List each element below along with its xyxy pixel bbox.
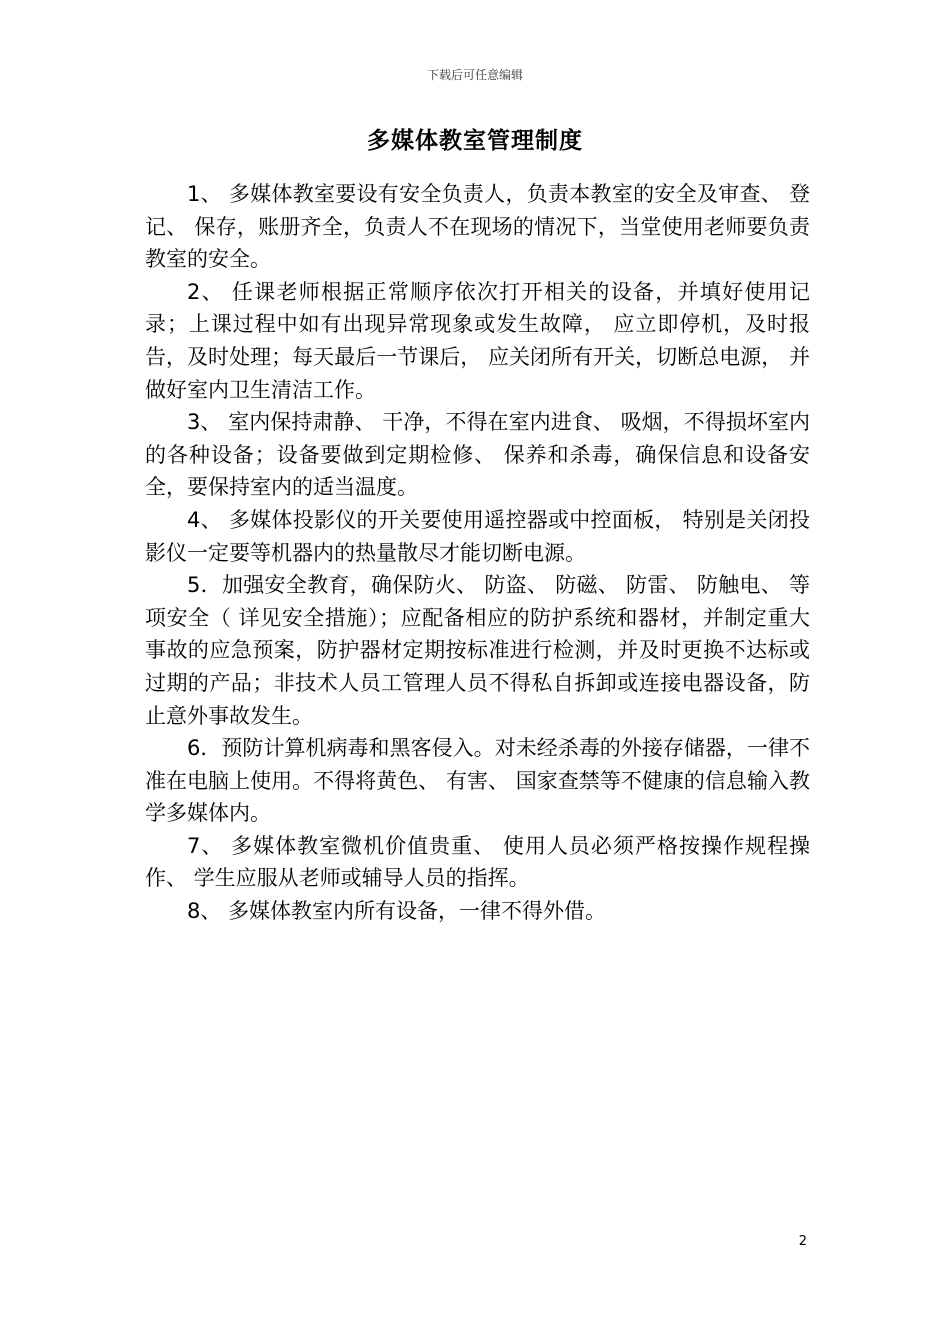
document-title: 多媒体教室管理制度 [367,128,583,154]
rule-paragraph-8: 8、 多媒体教室内所有设备，一律不得外借。 [187,899,607,924]
document-body [145,178,810,928]
header-note: 下载后可任意编辑 [426,68,523,82]
rule-paragraph-2: 2、 任课老师根据正常顺序依次打开相关的设备，并填好使用记录；上课过程中如有出现异常现象或发生故障， 应立即停机，及时报告，及时处理；每天最后一节课后， 应关闭所有开关，切断总电源， 并做好室内卫生清洁工作。 [145,279,810,402]
rule-paragraph-7: 7、 多媒体教室微机价值贵重、 使用人员必须严格按操作规程操作、 学生应服从老师或辅导人员的指挥。 [145,833,810,891]
rule-paragraph-3: 3、 室内保持肃静、 干净，不得在室内进食、 吸烟，不得损坏室内的各种设备；设备要做到定期检修、 保养和杀毒，确保信息和设备安全，要保持室内的适当温度。 [145,410,810,500]
rule-paragraph-6: 6．预防计算机病毒和黑客侵入。对未经杀毒的外接存储器，一律不准在电脑上使用。不得将黄色、 有害、 国家查禁等不健康的信息输入教学多媒体内。 [145,736,810,826]
rule-paragraph-5: 5．加强安全教育，确保防火、 防盗、 防磁、 防雷、 防触电、 等项安全（ 详见安全措施）；应配备相应的防护系统和器材，并制定重大事故的应急预案，防护器材定期按标准进行检测，并及时更换不达标或过期的产品；非技术人员工管理人员不得私自拆卸或连接电器设备，防止意外事故发生。 [145,573,810,728]
rule-paragraph-4: 4、 多媒体投影仪的开关要使用遥控器或中控面板， 特别是关闭投影仪一定要等机器内的热量散尽才能切断电源。 [145,507,810,565]
rule-paragraph-1: 1、 多媒体教室要设有安全负责人，负责本教室的安全及审查、 登记、 保存，账册齐全，负责人不在现场的情况下，当堂使用老师要负责教室的安全。 [145,182,810,272]
page-number: 2 [798,1234,807,1249]
